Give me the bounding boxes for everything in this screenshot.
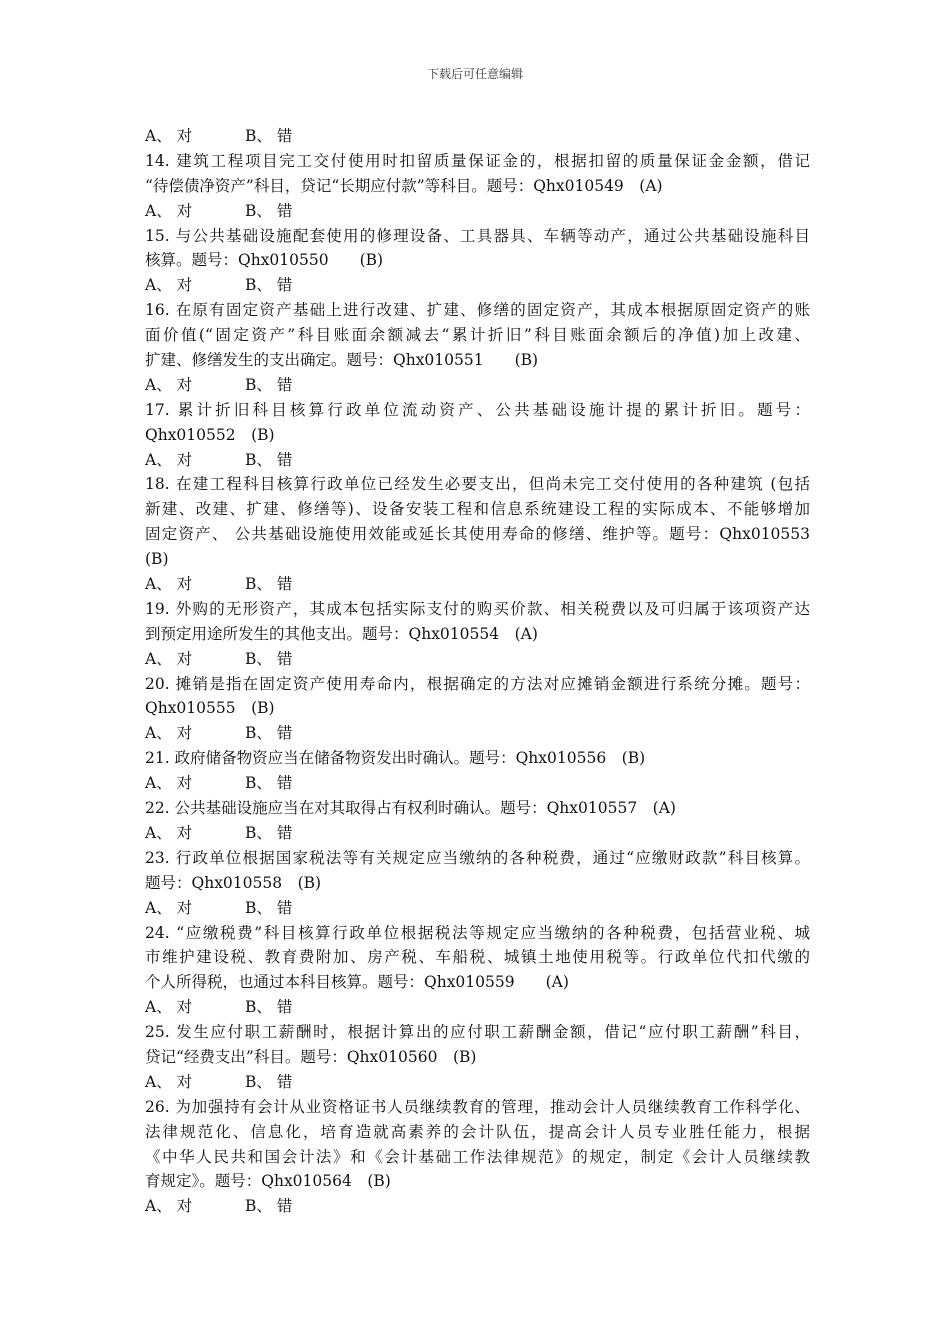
option-b: B、 错 xyxy=(245,575,293,594)
answer-options xyxy=(145,995,810,1020)
option-a: A、 对 xyxy=(145,575,193,594)
question-text-line: 16. 在原有固定资产基础上进行改建、扩建、修缮的固定资产，其成本根据原固定资产的账 xyxy=(145,301,810,320)
answer-options xyxy=(145,572,810,597)
option-b: B、 错 xyxy=(245,450,293,469)
question-text-line: 22. 公共基础设施应当在对其取得占有权利时确认。题号：Qhx010557 (A) xyxy=(145,799,676,818)
question-item xyxy=(145,846,810,921)
answer-options xyxy=(145,273,810,298)
option-b: B、 错 xyxy=(245,375,293,394)
answer-options xyxy=(145,373,810,398)
option-a: A、 对 xyxy=(145,998,193,1017)
question-item xyxy=(145,796,810,846)
questions-container xyxy=(145,149,810,1219)
question-text-line: 到预定用途所发生的其他支出。题号：Qhx010554 (A) xyxy=(145,624,538,643)
option-b: B、 错 xyxy=(245,998,293,1017)
question-text-line: Qhx010552 (B) xyxy=(145,425,275,444)
option-a: A、 对 xyxy=(145,1072,193,1091)
question-text-line: 面价值(“固定资产”科目账面余额减去“累计折旧”科目账面余额后的净值)加上改建、 xyxy=(145,326,810,345)
option-a: A、 对 xyxy=(145,898,193,917)
question-text-line: 法律规范化、信息化，培育造就高素养的会计队伍，提高会计人员专业胜任能力，根据 xyxy=(145,1122,810,1141)
answer-options xyxy=(145,821,810,846)
answer-options xyxy=(145,1194,810,1219)
question-text-line: 贷记“经费支出”科目。题号：Qhx010560 (B) xyxy=(145,1047,477,1066)
question-item xyxy=(145,1020,810,1095)
question-text-line: 19. 外购的无形资产，其成本包括实际支付的购买价款、相关税费以及可归属于该项资产达 xyxy=(145,599,810,618)
question-text-line: 扩建、修缮发生的支出确定。题号：Qhx010551 (B) xyxy=(145,351,539,370)
option-a: A、 对 xyxy=(145,375,193,394)
option-a: A、 对 xyxy=(145,127,193,145)
question-text-line: 育规定》。题号：Qhx010564 (B) xyxy=(145,1172,391,1191)
question-item xyxy=(145,672,810,747)
answer-options xyxy=(145,647,810,672)
option-a: A、 对 xyxy=(145,724,193,743)
question-text-line: 25. 发生应付职工薪酬时，根据计算出的应付职工薪酬金额，借记“应付职工薪酬”科目， xyxy=(145,1023,810,1042)
question-list xyxy=(145,124,810,1219)
answer-options xyxy=(145,1070,810,1095)
question-item xyxy=(145,398,810,473)
option-b: B、 错 xyxy=(245,724,293,743)
question-text-line: 新建、改建、扩建、修缮等)、设备安装工程和信息系统建设工程的实际成本、不能够增加 xyxy=(145,500,810,519)
question-text-line: 个人所得税，也通过本科目核算。题号：Qhx010559 (A) xyxy=(145,973,569,992)
question-item xyxy=(145,597,810,672)
answer-options xyxy=(145,199,810,224)
question-text-line: 26. 为加强持有会计从业资格证书人员继续教育的管理，推动会计人员继续教育工作科学化、 xyxy=(145,1097,810,1116)
option-b: B、 错 xyxy=(245,127,293,145)
option-a: A、 对 xyxy=(145,649,193,668)
question-text-line: 核算。题号：Qhx010550 (B) xyxy=(145,251,384,270)
question-item xyxy=(145,149,810,224)
question-text-line: “待偿债净资产”科目，贷记“长期应付款”等科目。题号：Qhx010549 (A) xyxy=(145,176,663,195)
question-text-line: Qhx010555 (B) xyxy=(145,699,275,718)
answer-options xyxy=(145,448,810,473)
question-item xyxy=(145,298,810,398)
question-text-line: 固定资产、 公共基础设施使用效能或延长其使用寿命的修缮、维护等。题号：Qhx010553 xyxy=(145,525,810,544)
option-a: A、 对 xyxy=(145,774,193,793)
option-b: B、 错 xyxy=(245,898,293,917)
answer-options xyxy=(145,771,810,796)
question-item xyxy=(145,1095,810,1219)
question-text-line: 21. 政府储备物资应当在储备物资发出时确认。题号：Qhx010556 (B) xyxy=(145,749,646,768)
question-text-line: 市维护建设税、教育费附加、房产税、车船税、城镇土地使用税等。行政单位代扣代缴的 xyxy=(145,948,810,967)
question-text-line: 20. 摊销是指在固定资产使用寿命内，根据确定的方法对应摊销金额进行系统分摊。题号： xyxy=(145,674,810,693)
question-text-line: 14. 建筑工程项目完工交付使用时扣留质量保证金的，根据扣留的质量保证金金额，借记 xyxy=(145,151,810,170)
question-item xyxy=(145,746,810,796)
question-text-line: 15. 与公共基础设施配套使用的修理设备、工具器具、车辆等动产，通过公共基础设施科目 xyxy=(145,226,810,245)
option-a: A、 对 xyxy=(145,201,193,220)
answer-options xyxy=(145,721,810,746)
question-item xyxy=(145,472,810,596)
question-item xyxy=(145,224,810,299)
option-b: B、 错 xyxy=(245,201,293,220)
question-text-line: (B) xyxy=(145,550,169,569)
option-a: A、 对 xyxy=(145,450,193,469)
question-text-line: 23. 行政单位根据国家税法等有关规定应当缴纳的各种税费，通过“应缴财政款”科目核算。 xyxy=(145,848,810,867)
option-b: B、 错 xyxy=(245,276,293,295)
option-a: A、 对 xyxy=(145,823,193,842)
question-text-line: 17. 累计折旧科目核算行政单位流动资产、公共基础设施计提的累计折旧。题号： xyxy=(145,400,810,419)
question-text-line: 24. “应缴税费”科目核算行政单位根据税法等规定应当缴纳的各种税费，包括营业税、城 xyxy=(145,923,810,942)
question-text-line: 《中华人民共和国会计法》和《会计基础工作法律规范》的规定，制定《会计人员继续教 xyxy=(145,1147,810,1166)
option-a: A、 对 xyxy=(145,1197,193,1216)
answer-options xyxy=(145,896,810,921)
option-b: B、 错 xyxy=(245,1072,293,1091)
question-text-line: 题号：Qhx010558 (B) xyxy=(145,873,322,892)
option-b: B、 错 xyxy=(245,774,293,793)
page-header: 下载后可任意编辑 xyxy=(426,67,523,81)
option-b: B、 错 xyxy=(245,649,293,668)
option-b: B、 错 xyxy=(245,823,293,842)
option-b: B、 错 xyxy=(245,1197,293,1216)
option-a: A、 对 xyxy=(145,276,193,295)
answer-options xyxy=(145,124,810,149)
question-text-line: 18. 在建工程科目核算行政单位已经发生必要支出，但尚未完工交付使用的各种建筑 (包括 xyxy=(145,475,810,494)
question-item xyxy=(145,921,810,1021)
